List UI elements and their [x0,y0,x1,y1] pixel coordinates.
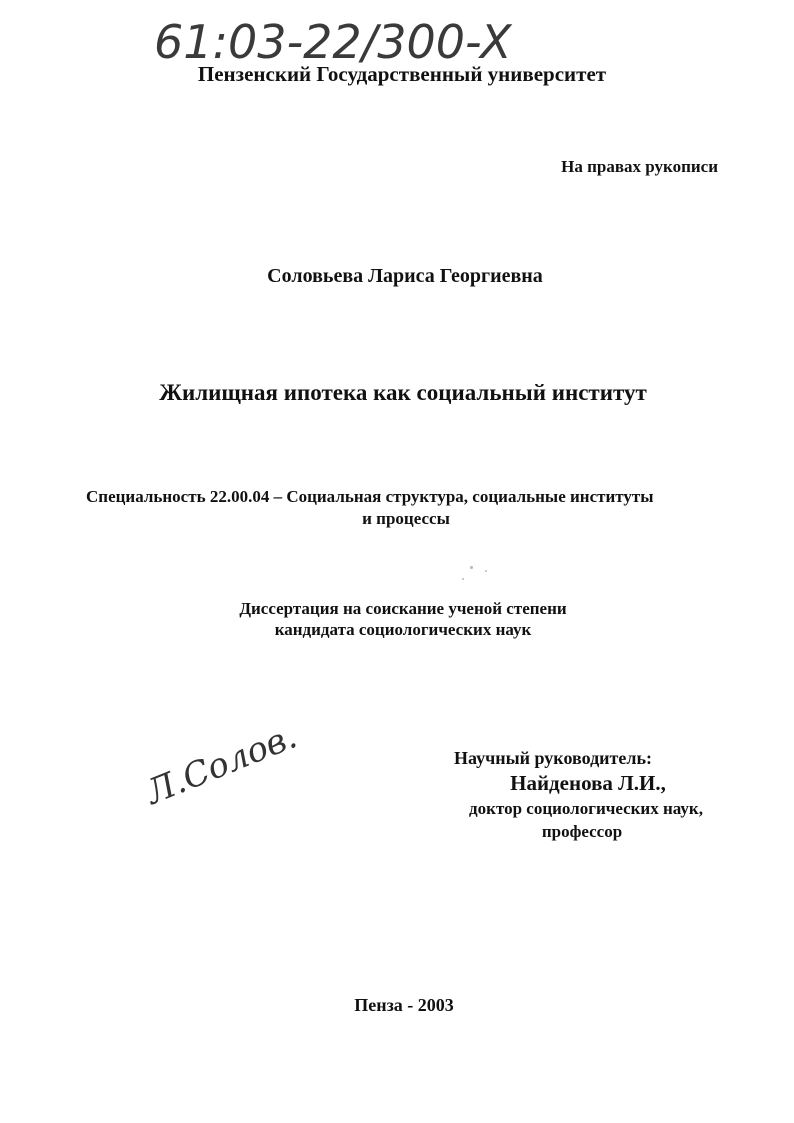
scan-speck [462,578,464,580]
city-and-year: Пенза - 2003 [354,995,454,1015]
university-name: Пензенский Государственный университет [197,62,607,86]
thesis-title: Жилищная ипотека как социальный институт [159,380,647,405]
signature-text: Л.Солов. [140,716,303,813]
supervisor-degree: доктор социологических наук, [469,799,703,818]
scan-speck [485,570,487,572]
supervisor-rank: профессор [541,822,623,841]
supervisor-label: Научный руководитель: [454,748,652,768]
scan-speck [470,566,473,569]
stamp-number-text: 61:03-22/300-X [154,15,512,69]
author-signature [140,712,303,813]
specialty-line-2: и процессы [362,509,450,528]
supervisor-block [430,748,730,842]
dissertation-degree-block [0,598,794,640]
specialty-line-1: Специальность 22.00.04 – Социальная структура, социальные институты [86,487,654,506]
specialty-block [86,486,726,530]
supervisor-name: Найденова Л.И., [510,771,666,795]
manuscript-rights-note: На правах рукописи [561,157,718,176]
author-name: Соловьева Лариса Георгиевна [267,265,543,287]
dissertation-line-1: Диссертация на соискание ученой степени [239,599,567,618]
dissertation-line-2: кандидата социологических наук [274,620,532,639]
